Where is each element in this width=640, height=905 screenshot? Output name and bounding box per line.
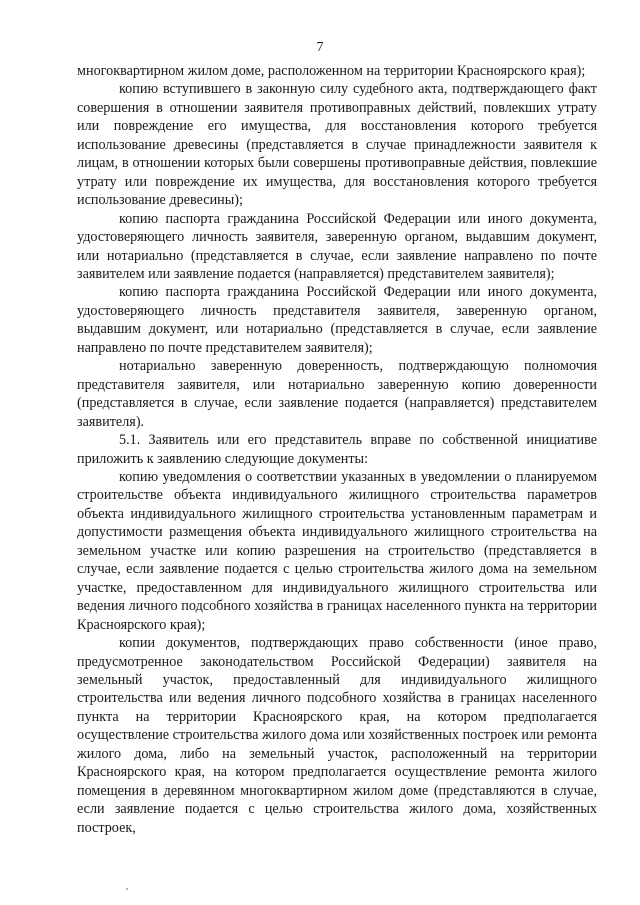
page-number: 7 [316,40,324,55]
paragraph: копию паспорта гражданина Российской Федерации или иного документа, удостоверяющего личность представителя заявителя, заверенную органом, выдавшим документ, или нотариально (представляется в случае, если заявление направлено по почте представителем заявителя); [77,284,597,356]
document-body [77,62,597,837]
paragraph: копию паспорта гражданина Российской Федерации или иного документа, удостоверяющего личность заявителя, заверенную органом, выдавшим документ, или нотариально (представляется в случае, если заявление направлено по почте заявителем или заявление подается (направляется) представителем заявителя); [77,210,597,282]
paragraph: 5.1. Заявитель или его представитель вправе по собственной инициативе приложить к заявлению следующие документы: [77,432,597,467]
paragraph: копию вступившего в законную силу судебного акта, подтверждающего факт совершения в отношении заявителя противоправных действий, повлекших утрату или повреждение его имущества, для восстановления которого требуется использование древесины (представляется в случае принадлежности заявителя к лицам, в отношении которых были совершены противоправные действия, повлекшие утрату или повреждение их имущества, для восстановления которого требуется использование древесины); [77,81,597,209]
paragraph: многоквартирном жилом доме, расположенном на территории Красноярского края); [77,63,586,79]
scan-speck [126,888,128,890]
paragraph: копию уведомления о соответствии указанных в уведомлении о планируемом строительстве объекта индивидуального жилищного строительства параметров объекта индивидуального жилищного строительства установленным параметрам и допустимости размещения объекта индивидуального жилищного строительства на земельном участке или копию разрешения на строительство (представляется в случае, если заявление подается с целью строительства жилого дома на земельном участке, предоставленном для индивидуального жилищного строительства или ведения личного подсобного хозяйства в границах населенного пункта на территории Красноярского края); [77,468,597,633]
paragraph: копии документов, подтверждающих право собственности (иное право, предусмотренное законодательством Российской Федерации) заявителя на земельный участок, предоставленный для индивидуального жилищного строительства или ведения личного подсобного хозяйства в границах населенного пункта на территории Красноярского края, на котором предполагается осуществление строительства жилого дома или хозяйственных построек или ремонта жилого дома, либо на земельный участок, расположенный на территории Красноярского края, на котором предполагается осуществление ремонта жилого помещения в деревянном многоквартирном жилом доме (представляются в случае, если заявление подается с целью строительства жилого дома, хозяйственных построек, [77,635,597,836]
paragraph: нотариально заверенную доверенность, подтверждающую полномочия представителя заявителя, или нотариально заверенную копию доверенности (представляется в случае, если заявление подается (направляется) представителем заявителя). [77,358,597,430]
